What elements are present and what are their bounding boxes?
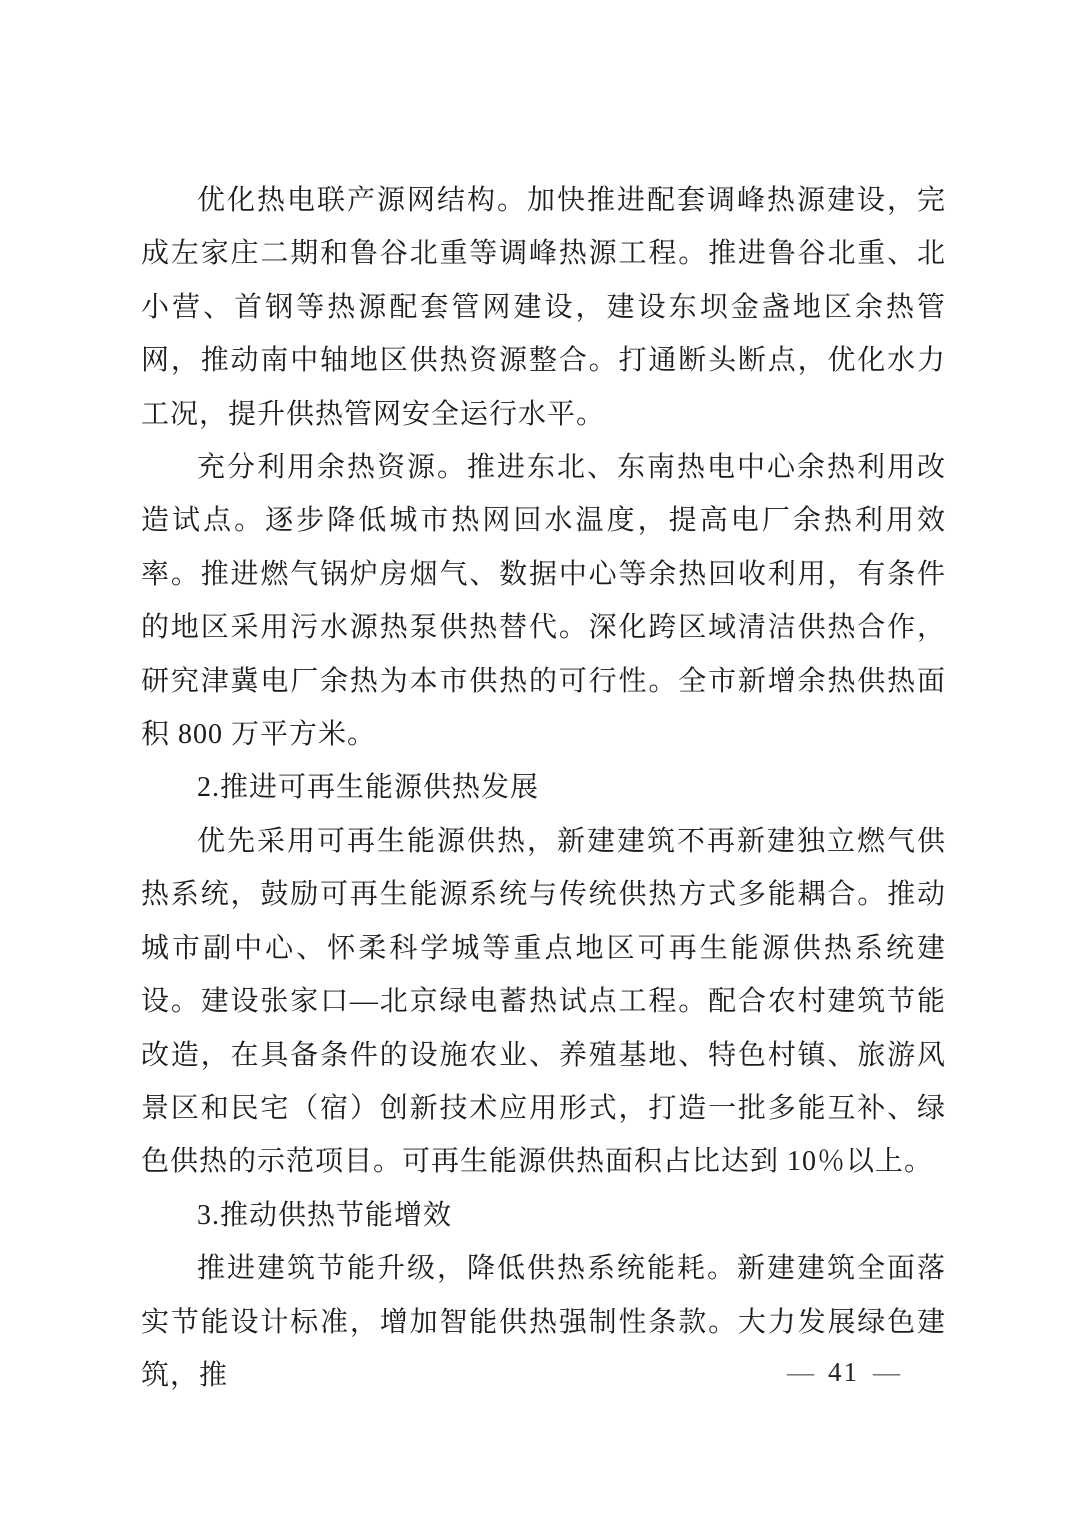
page-number-right-dash: — [873,1357,900,1387]
paragraph-building-efficiency: 推进建筑节能升级，降低供热系统能耗。新建建筑全面落实节能设计标准，增加智能供热强制性条款。大力发展绿色建筑，推 [141,1253,946,1391]
section-heading-renewable-heating: 2.推进可再生能源供热发展 [197,772,540,804]
paragraph-renewable-heating: 优先采用可再生能源供热，新建建筑不再新建独立燃气供热系统，鼓励可再生能源系统与传统供热方式多能耦合。推动城市副中心、怀柔科学城等重点地区可再生能源供热系统建设。建设张家口—北京绿电蓄热试点工程。配合农村建筑节能改造，在具备条件的设施农业、养殖基地、特色村镇、旅游风景区和民宅（宿）创新技术应用形式，打造一批多能互补、绿色供热的示范项目。可再生能源供热面积占比达到 10％以上。 [141,825,946,1178]
page-number-left-dash: — [787,1357,814,1387]
document-page-body [141,174,946,1402]
paragraph-chp-source-network: 优化热电联产源网结构。加快推进配套调峰热源建设，完成左家庄二期和鲁谷北重等调峰热源工程。推进鲁谷北重、北小营、首钢等热源配套管网建设，建设东坝金盏地区余热管网，推动南中轴地区供热资源整合。打通断头断点，优化水力工况，提升供热管网安全运行水平。 [141,185,946,430]
page-number-footer [773,1352,914,1392]
paragraph-waste-heat-utilization: 充分利用余热资源。推进东北、东南热电中心余热利用改造试点。逐步降低城市热网回水温度，提高电厂余热利用效率。推进燃气锅炉房烟气、数据中心等余热回收利用，有条件的地区采用污水源热泵供热替代。深化跨区域清洁供热合作，研究津冀电厂余热为本市供热的可行性。全市新增余热供热面积 800 万平方米。 [141,452,946,751]
page-number-value: 41 [828,1357,859,1387]
section-heading-energy-efficiency: 3.推动供热节能增效 [197,1199,453,1231]
